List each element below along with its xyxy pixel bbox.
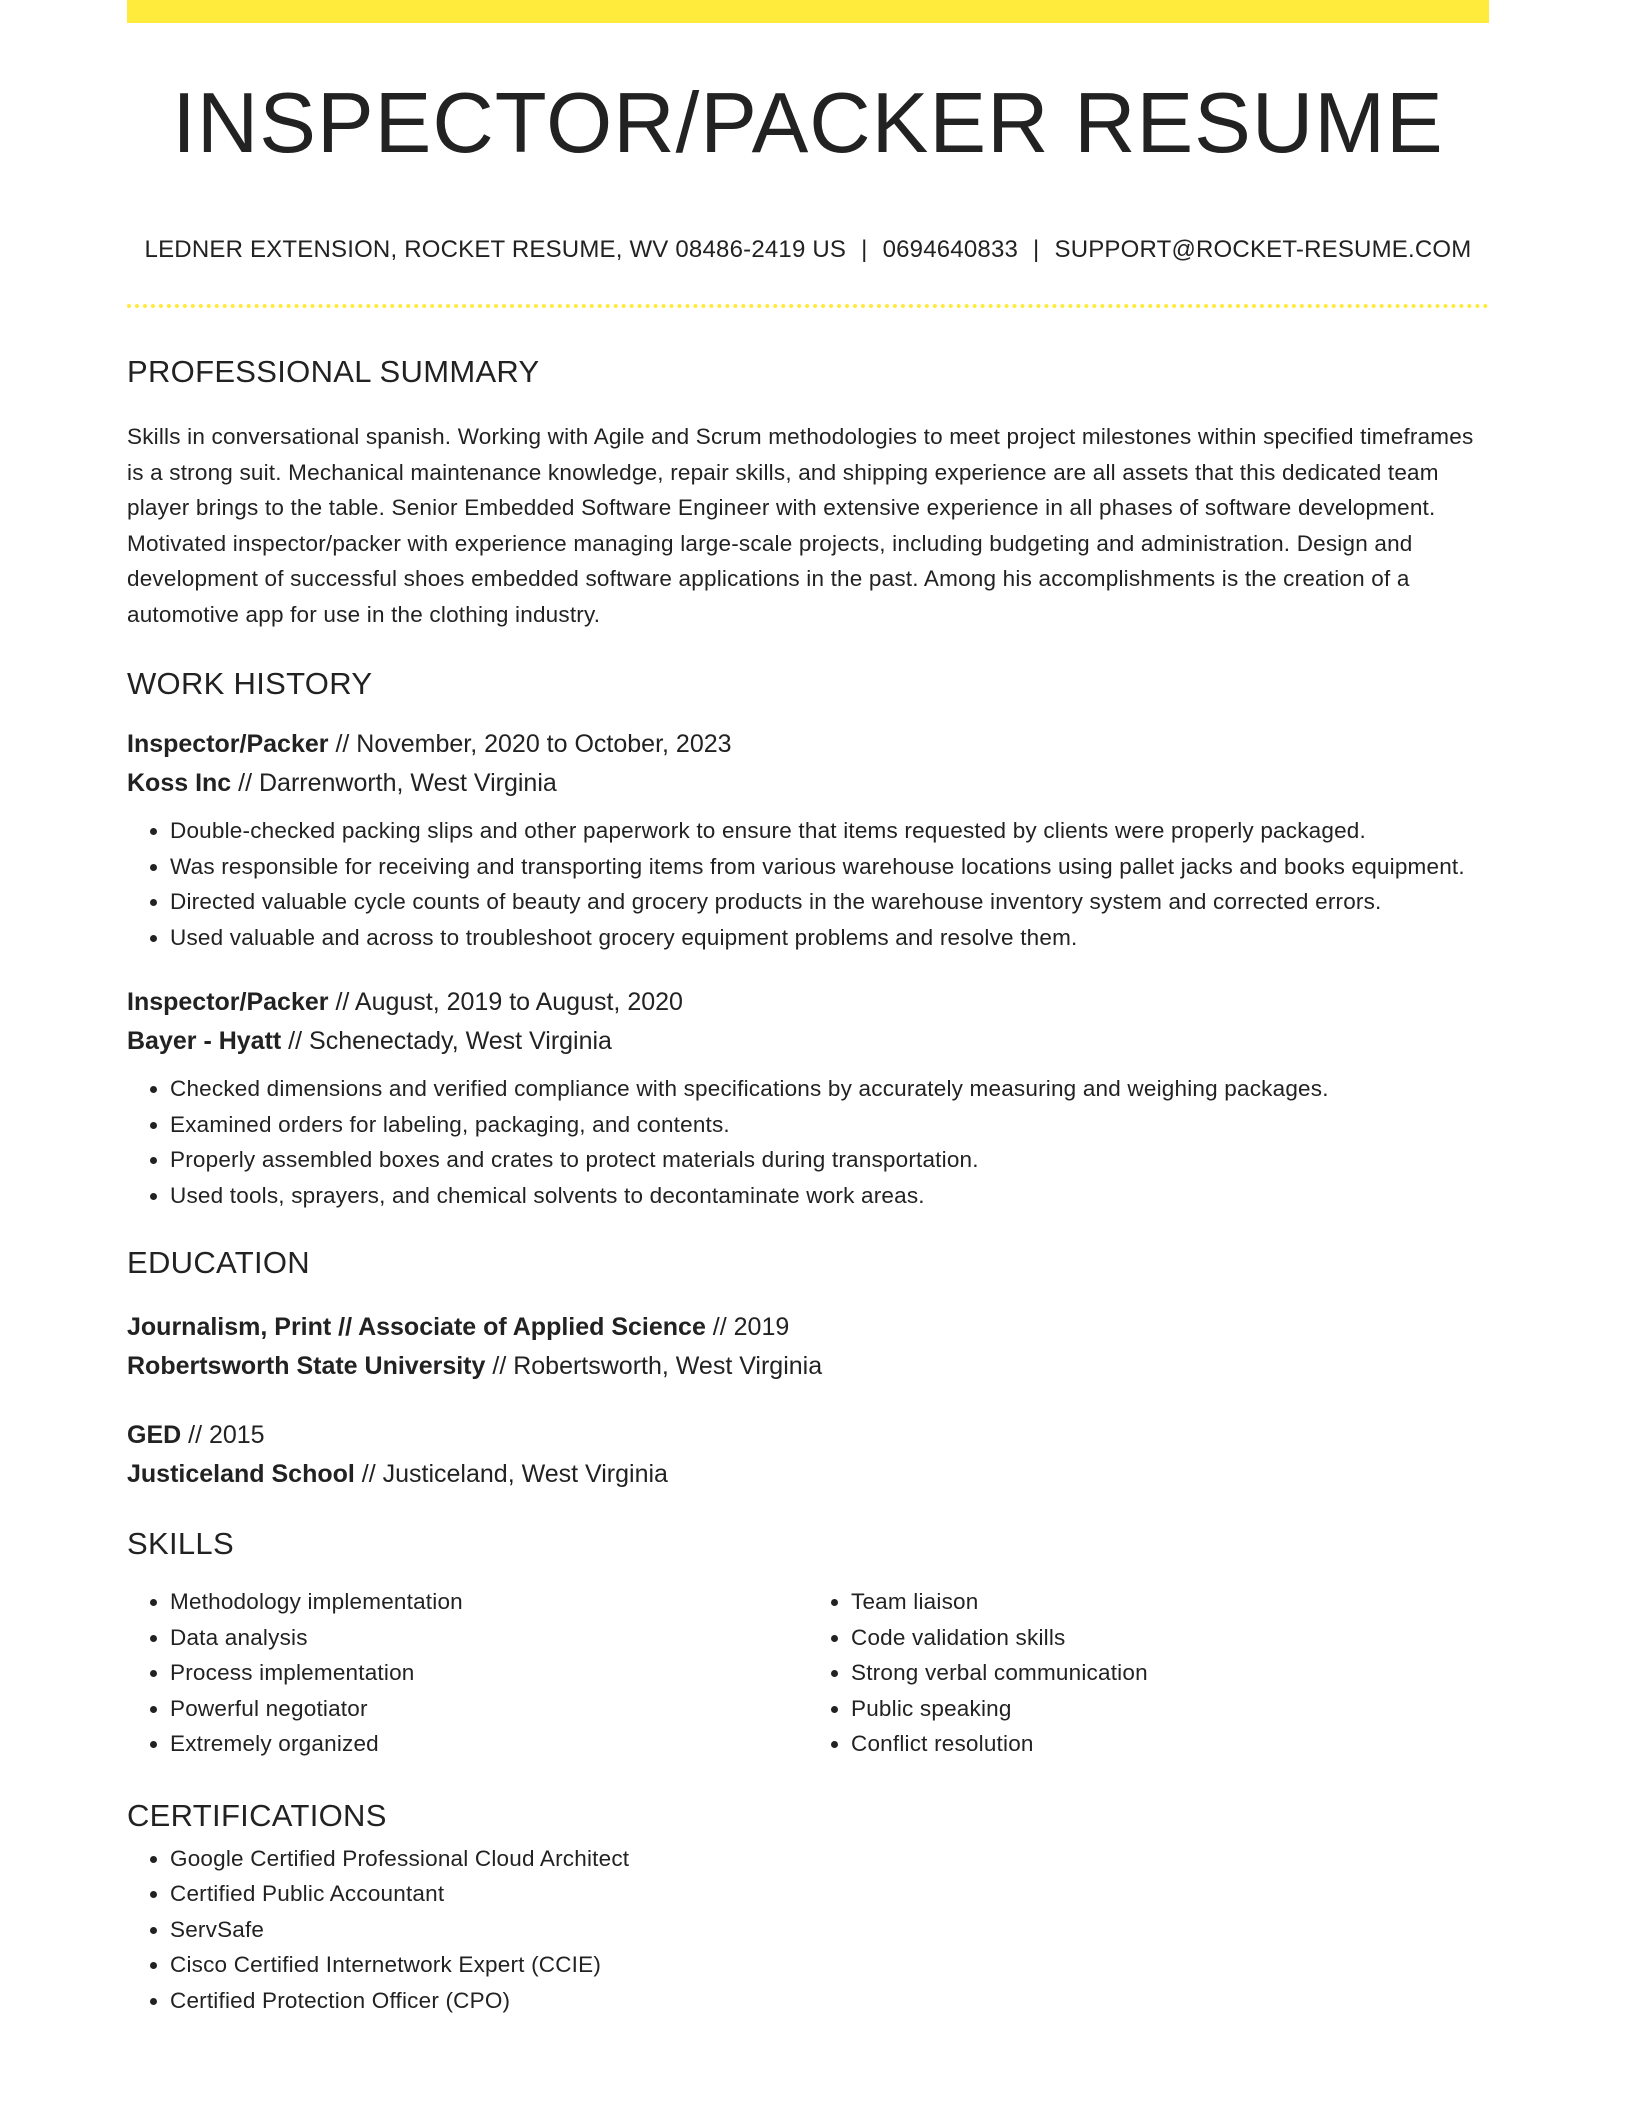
resume-page <box>127 0 1489 2018</box>
school-line <box>127 1455 1489 1494</box>
degree-line <box>127 1416 1489 1455</box>
job-title: Inspector/Packer <box>127 730 329 758</box>
list-item: • Powerful negotiator <box>170 1691 808 1727</box>
list-item: • Certified Protection Officer (CPO) <box>170 1983 1489 2019</box>
contact-email: SUPPORT@ROCKET-RESUME.COM <box>1054 236 1472 263</box>
contact-address: LEDNER EXTENSION, ROCKET RESUME, WV 08486-2419 US <box>144 236 847 263</box>
job-location: // Darrenworth, West Virginia <box>231 769 557 797</box>
skills-left-list <box>127 1584 808 1762</box>
summary-heading: PROFESSIONAL SUMMARY <box>127 354 540 389</box>
job-location: // Schenectady, West Virginia <box>281 1027 612 1055</box>
job-company: Koss Inc <box>127 769 232 797</box>
summary-text: Skills in conversational spanish. Working with Agile and Scrum methodologies to meet project milestones within specified timeframes is a strong suit. Mechanical maintenance knowledge, repair skills, and shipping experience are all assets that this dedicated team player brings to the table. Senior Embedded Software Engineer with extensive experience in all phases of software development. Motivated inspector/packer with experience managing large-scale projects, including budgeting and administration. Design and development of successful shoes embedded software applications in the past. Among his accomplishments is the creation of a automotive app for use in the clothing industry. <box>127 424 1474 627</box>
job-title-line <box>127 983 1489 1022</box>
job-bullets <box>127 813 1489 955</box>
job-title-line <box>127 725 1489 764</box>
job-title: Inspector/Packer <box>127 988 329 1016</box>
list-item: • Used tools, sprayers, and chemical solvents to decontaminate work areas. <box>170 1178 1489 1214</box>
list-item: • Directed valuable cycle counts of beauty and grocery products in the warehouse inventory system and corrected errors. <box>170 884 1489 920</box>
list-item: • Cisco Certified Internetwork Expert (CCIE) <box>170 1947 1489 1983</box>
contact-line <box>127 236 1489 264</box>
degree-year: // 2019 <box>705 1313 790 1341</box>
job-dates: // November, 2020 to October, 2023 <box>328 730 732 758</box>
skills-right-list <box>808 1584 1489 1762</box>
list-item: • Methodology implementation <box>170 1584 808 1620</box>
list-item: • Extremely organized <box>170 1726 808 1762</box>
certifications-heading: CERTIFICATIONS <box>127 1797 387 1833</box>
school-location: // Justiceland, West Virginia <box>354 1460 668 1488</box>
job-company-line <box>127 1022 1489 1061</box>
certifications-list <box>127 1841 1489 2019</box>
dotted-divider <box>127 304 1489 308</box>
skills-columns <box>127 1584 1489 1762</box>
contact-phone: 0694640833 <box>882 236 1019 263</box>
school: Justiceland School <box>127 1460 355 1488</box>
education-entry <box>127 1308 1489 1386</box>
education-entry <box>127 1416 1489 1494</box>
list-item: • Data analysis <box>170 1620 808 1656</box>
list-item: • ServSafe <box>170 1912 1489 1948</box>
list-item: • Examined orders for labeling, packaging, and contents. <box>170 1107 1489 1143</box>
education-heading: EDUCATION <box>127 1245 310 1280</box>
list-item: • Double-checked packing slips and other paperwork to ensure that items requested by clients were properly packaged. <box>170 813 1489 849</box>
list-item: • Team liaison <box>851 1584 1489 1620</box>
list-item: • Checked dimensions and verified compliance with specifications by accurately measuring and weighing packages. <box>170 1071 1489 1107</box>
job-bullets <box>127 1071 1489 1213</box>
job-company-line <box>127 764 1489 803</box>
list-item: • Conflict resolution <box>851 1726 1489 1762</box>
list-item: • Process implementation <box>170 1655 808 1691</box>
skills-heading: SKILLS <box>127 1526 234 1561</box>
degree-line <box>127 1308 1489 1347</box>
contact-separator: | <box>861 236 868 263</box>
list-item: • Google Certified Professional Cloud Architect <box>170 1841 1489 1877</box>
contact-separator: | <box>1033 236 1040 263</box>
list-item: • Used valuable and across to troubleshoot grocery equipment problems and resolve them. <box>170 920 1489 956</box>
list-item: • Properly assembled boxes and crates to protect materials during transportation. <box>170 1142 1489 1178</box>
degree: Journalism, Print // Associate of Applied Science <box>127 1313 706 1341</box>
work-history-heading: WORK HISTORY <box>127 666 373 701</box>
list-item: • Certified Public Accountant <box>170 1876 1489 1912</box>
accent-bar <box>127 0 1489 23</box>
job-dates: // August, 2019 to August, 2020 <box>328 988 683 1016</box>
degree: GED <box>127 1421 182 1449</box>
list-item: • Strong verbal communication <box>851 1655 1489 1691</box>
job-entry <box>127 725 1489 803</box>
list-item: • Public speaking <box>851 1691 1489 1727</box>
job-company: Bayer - Hyatt <box>127 1027 282 1055</box>
school-line <box>127 1347 1489 1386</box>
degree-year: // 2015 <box>181 1421 265 1449</box>
resume-title: INSPECTOR/PACKER RESUME <box>172 76 1444 171</box>
list-item: • Was responsible for receiving and transporting items from various warehouse locations using pallet jacks and books equipment. <box>170 849 1489 885</box>
school: Robertsworth State University <box>127 1352 486 1380</box>
job-entry <box>127 983 1489 1061</box>
list-item: • Code validation skills <box>851 1620 1489 1656</box>
school-location: // Robertsworth, West Virginia <box>485 1352 823 1380</box>
